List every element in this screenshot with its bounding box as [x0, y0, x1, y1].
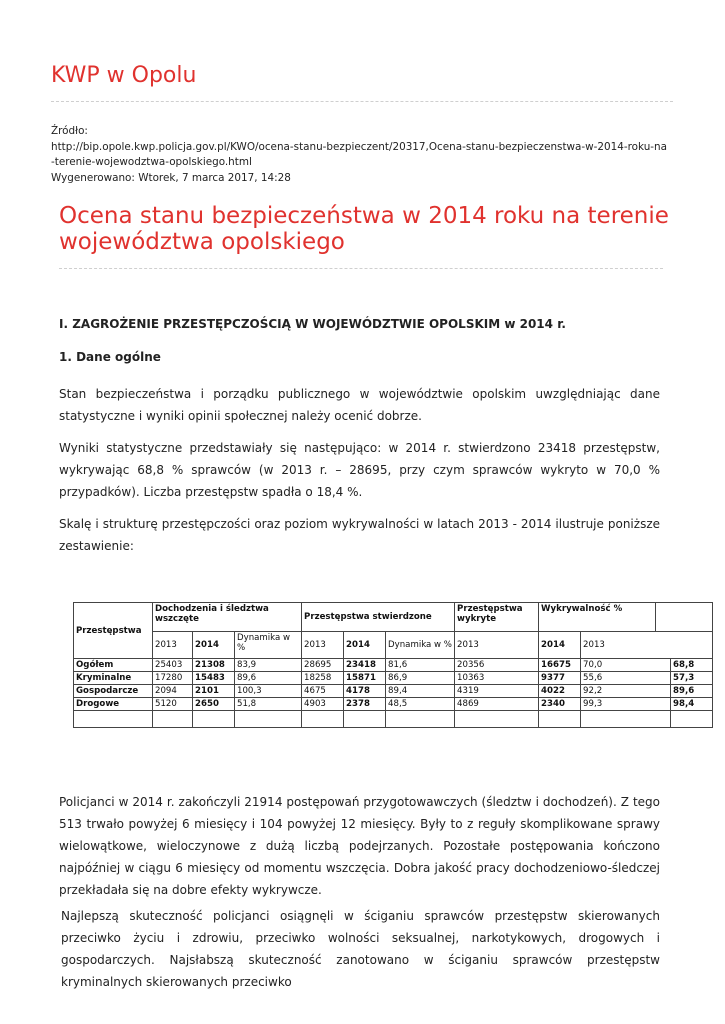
cell: 92,2	[581, 685, 671, 698]
cell: 48,5	[386, 698, 455, 711]
cell: 99,3	[581, 698, 671, 711]
table-row	[74, 698, 713, 711]
table-row	[74, 659, 713, 672]
row-label: Gospodarcze	[74, 685, 153, 698]
site-title: KWP w Opolu	[51, 63, 197, 88]
cell: 4022	[539, 685, 581, 698]
cell: 98,4	[671, 698, 713, 711]
empty-cell	[235, 711, 302, 728]
cell: 10363	[455, 672, 539, 685]
table-header-row	[74, 603, 713, 632]
subheader-dynamika: Dynamika w %	[235, 632, 302, 659]
empty-cell	[455, 711, 539, 728]
source-url-line-2: -terenie-wojewodztwa-opolskiego.html	[51, 156, 252, 168]
cell: 15483	[193, 672, 235, 685]
empty-cell	[74, 711, 153, 728]
row-label: Drogowe	[74, 698, 153, 711]
paragraph: Skalę i strukturę przestępczości oraz poziom wykrywalności w latach 2013 - 2014 ilustruje poniższe zestawienie:	[59, 517, 660, 553]
subheader-dynamika: Dynamika w %	[386, 632, 455, 659]
table-row	[74, 685, 713, 698]
cell: 21308	[193, 659, 235, 672]
source-url-line-1: http://bip.opole.kwp.policja.gov.pl/KWO/ocena-stanu-bezpieczent/20317,Ocena-stanu-bezpieczenstwa-w-2014-roku-na	[51, 140, 667, 153]
crime-statistics-table	[73, 602, 713, 728]
subheader-2014: 2014	[539, 632, 581, 659]
subheader-2013: 2013	[581, 632, 713, 659]
header-divider	[51, 101, 673, 102]
paragraph: Najlepszą skuteczność policjanci osiągnęli w ściganiu sprawców przestępstw skierowanych przeciwko życiu i zdrowiu, przeciwko wolności seksualnej, narkotykowych, drogowych i gospodarczych. Najsłabszą skuteczność zanotowano w ściganiu sprawców przestępstw kryminalnych skierowanych przeciwko	[61, 909, 660, 989]
generated-timestamp: Wygenerowano: Wtorek, 7 marca 2017, 14:28	[51, 171, 291, 184]
group-header-stwierdzone: Przestępstwa stwierdzone	[302, 603, 455, 632]
row-label: Kryminalne	[74, 672, 153, 685]
cell: 5120	[153, 698, 193, 711]
cell: 55,6	[581, 672, 671, 685]
cell: 23418	[344, 659, 386, 672]
row-header-cell: Przestępstwa	[74, 603, 153, 659]
cell: 17280	[153, 672, 193, 685]
empty-cell	[153, 711, 193, 728]
cell: 15871	[344, 672, 386, 685]
empty-cell	[539, 711, 581, 728]
empty-cell	[386, 711, 455, 728]
table-row	[74, 672, 713, 685]
cell: 89,6	[235, 672, 302, 685]
cell: 68,8	[671, 659, 713, 672]
cell: 83,9	[235, 659, 302, 672]
empty-header-cell	[656, 603, 713, 632]
cell: 9377	[539, 672, 581, 685]
subheader-2013: 2013	[153, 632, 193, 659]
cell: 89,4	[386, 685, 455, 698]
cell: 20356	[455, 659, 539, 672]
empty-cell	[193, 711, 235, 728]
cell: 2650	[193, 698, 235, 711]
cell: 16675	[539, 659, 581, 672]
cell: 28695	[302, 659, 344, 672]
cell: 2340	[539, 698, 581, 711]
cell: 4319	[455, 685, 539, 698]
cell: 86,9	[386, 672, 455, 685]
cell: 2101	[193, 685, 235, 698]
paragraph: Stan bezpieczeństwa i porządku publicznego w województwie opolskim uwzględniając dane statystyczne i wyniki opinii społecznej należy ocenić dobrze.	[59, 387, 660, 423]
title-divider	[59, 268, 663, 269]
document-meta	[51, 124, 681, 186]
cell: 89,6	[671, 685, 713, 698]
empty-cell	[581, 711, 671, 728]
cell: 18258	[302, 672, 344, 685]
empty-cell	[344, 711, 386, 728]
group-header-wykryte: Przestępstwa wykryte	[455, 603, 539, 632]
article-title: Ocena stanu bezpieczeństwa w 2014 roku na terenie województwa opolskiego	[59, 203, 669, 255]
cell: 2378	[344, 698, 386, 711]
table-subheader-row	[74, 632, 713, 659]
empty-cell	[671, 711, 713, 728]
section-heading: I. ZAGROŻENIE PRZESTĘPCZOŚCIĄ W WOJEWÓDZTWIE OPOLSKIM w 2014 r.	[59, 317, 566, 331]
group-header-dochodzenia: Dochodzenia i śledztwa wszczęte	[153, 603, 302, 632]
cell: 4675	[302, 685, 344, 698]
cell: 51,8	[235, 698, 302, 711]
cell: 57,3	[671, 672, 713, 685]
source-label: Źródło:	[51, 125, 88, 137]
group-header-wykrywalnosc: Wykrywalność %	[539, 603, 656, 632]
row-label: Ogółem	[74, 659, 153, 672]
subheader-2013: 2013	[302, 632, 344, 659]
cell: 100,3	[235, 685, 302, 698]
table-empty-row	[74, 711, 713, 728]
empty-cell	[302, 711, 344, 728]
cell: 4178	[344, 685, 386, 698]
subheader-2014: 2014	[193, 632, 235, 659]
cell: 25403	[153, 659, 193, 672]
subsection-heading: 1. Dane ogólne	[59, 350, 161, 364]
cell: 2094	[153, 685, 193, 698]
cell: 81,6	[386, 659, 455, 672]
subheader-2013: 2013	[455, 632, 539, 659]
cell: 4903	[302, 698, 344, 711]
cell: 70,0	[581, 659, 671, 672]
paragraph: Policjanci w 2014 r. zakończyli 21914 postępowań przygotowawczych (śledztw i dochodzeń). Z tego 513 trwało powyżej 6 miesięcy i 104 powyżej 12 miesięcy. Były to z reguły skomplikowane sprawy wielowątkowe, wieloczynowe z dużą liczbą podejrzanych. Pozostałe postępowania kończono najpóźniej w ciągu 6 miesięcy od momentu wszczęcia. Dobra jakość pracy dochodzeniowo-śledczej przekładała się na dobre efekty wykrywcze.	[59, 795, 660, 897]
cell: 4869	[455, 698, 539, 711]
subheader-2014: 2014	[344, 632, 386, 659]
paragraph: Wyniki statystyczne przedstawiały się następująco: w 2014 r. stwierdzono 23418 przestępstw, wykrywając 68,8 % sprawców (w 2013 r. – 28695, przy czym sprawców wykryto w 70,0 % przypadków). Liczba przestępstw spadła o 18,4 %.	[59, 441, 660, 499]
